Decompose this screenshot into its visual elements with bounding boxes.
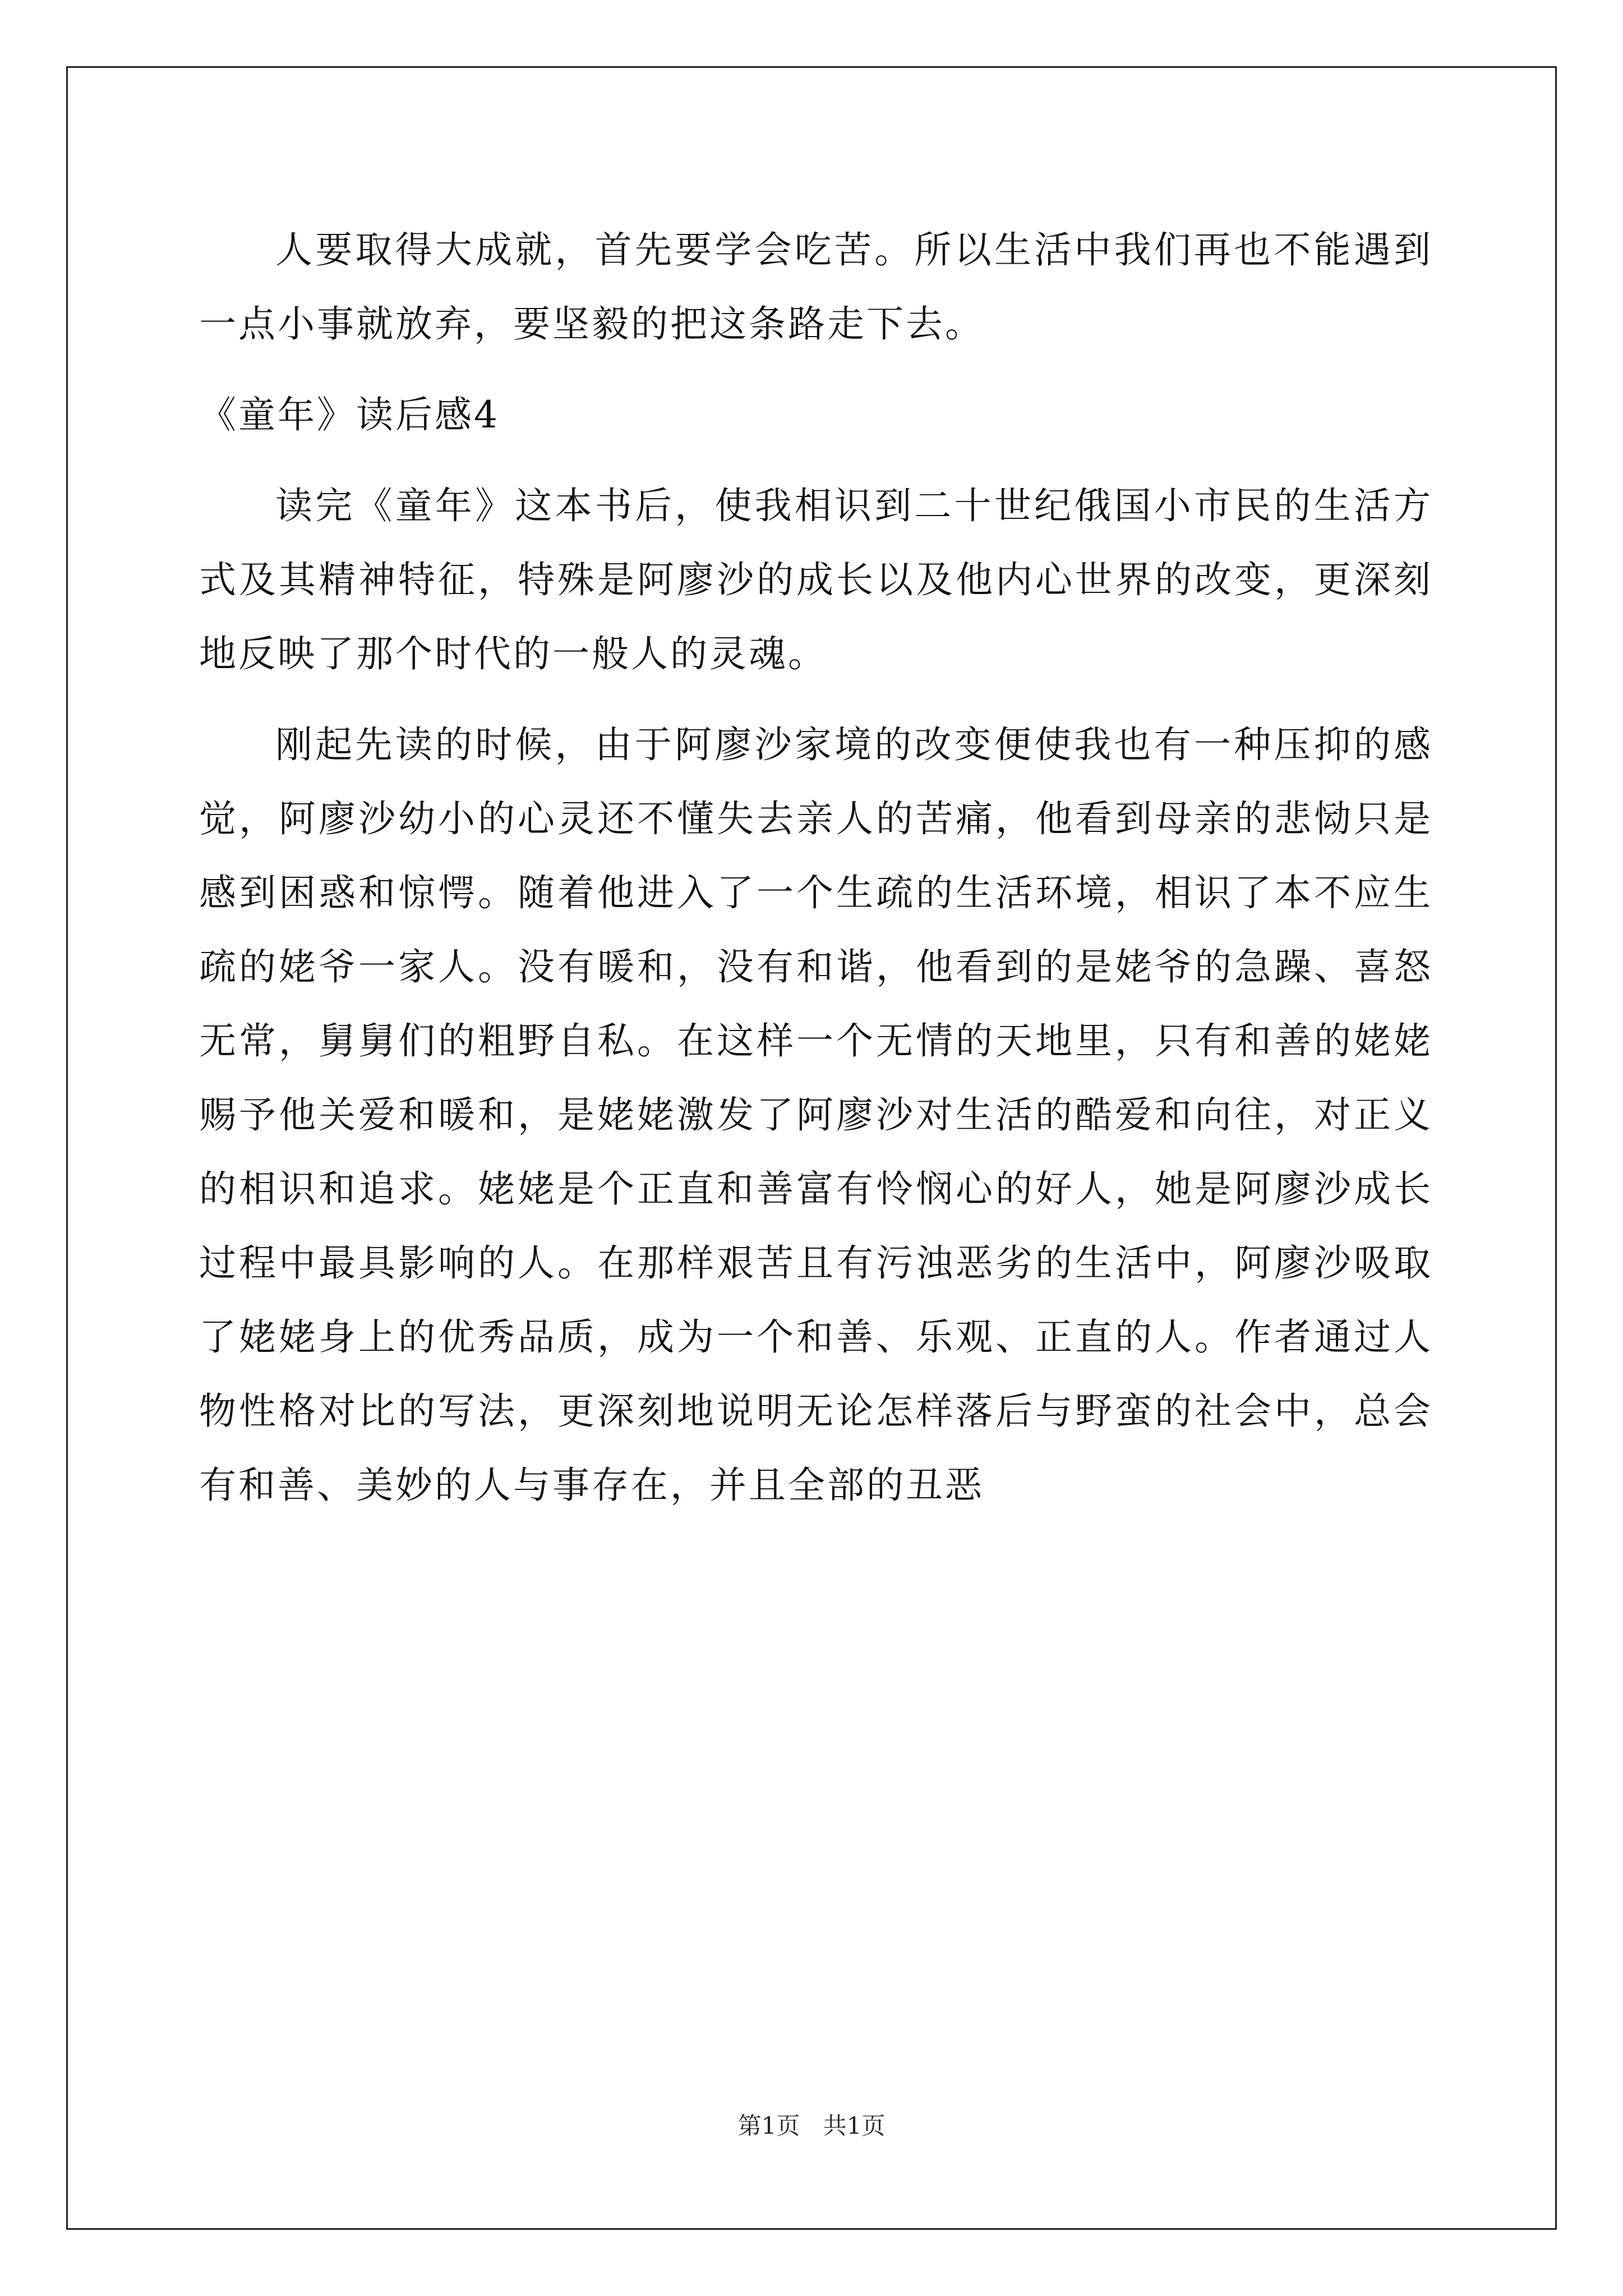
paragraph-summary: 读完《童年》这本书后，使我相识到二十世纪俄国小市民的生活方式及其精神特征，特殊是阿廖沙的成长以及他内心世界的改变，更深刻地反映了那个时代的一般人的灵魂。	[199, 484, 1433, 675]
section-heading: 《童年》读后感4	[199, 393, 500, 436]
paragraph-intro: 人要取得大成就，首先要学会吃苦。所以生活中我们再也不能遇到一点小事就放弃，要坚毅的把这条路走下去。	[199, 228, 1433, 346]
page-footer	[0, 2109, 1623, 2143]
paragraph-reflection: 刚起先读的时候，由于阿廖沙家境的改变便使我也有一种压抑的感觉，阿廖沙幼小的心灵还不懂失去亲人的苦痛，他看到母亲的悲恸只是感到困惑和惊愕。随着他进入了一个生疏的生活环境，相识了本不应生疏的姥爷一家人。没有暖和，没有和谐，他看到的是姥爷的急躁、喜怒无常，舅舅们的粗野自私。在这样一个无情的天地里，只有和善的姥姥赐予他关爱和暖和，是姥姥激发了阿廖沙对生活的酷爱和向往，对正义的相识和追求。姥姥是个正直和善富有怜悯心的好人，她是阿廖沙成长过程中最具影响的人。在那样艰苦且有污浊恶劣的生活中，阿廖沙吸取了姥姥身上的优秀品质，成为一个和善、乐观、正直的人。作者通过人物性格对比的写法，更深刻地说明无论怎样落后与野蛮的社会中，总会有和善、美妙的人与事存在，并且全部的丑恶	[199, 723, 1433, 1507]
page-total: 共1页	[823, 2112, 886, 2139]
page-number: 第1页	[737, 2112, 800, 2139]
document-body	[199, 213, 1433, 1522]
